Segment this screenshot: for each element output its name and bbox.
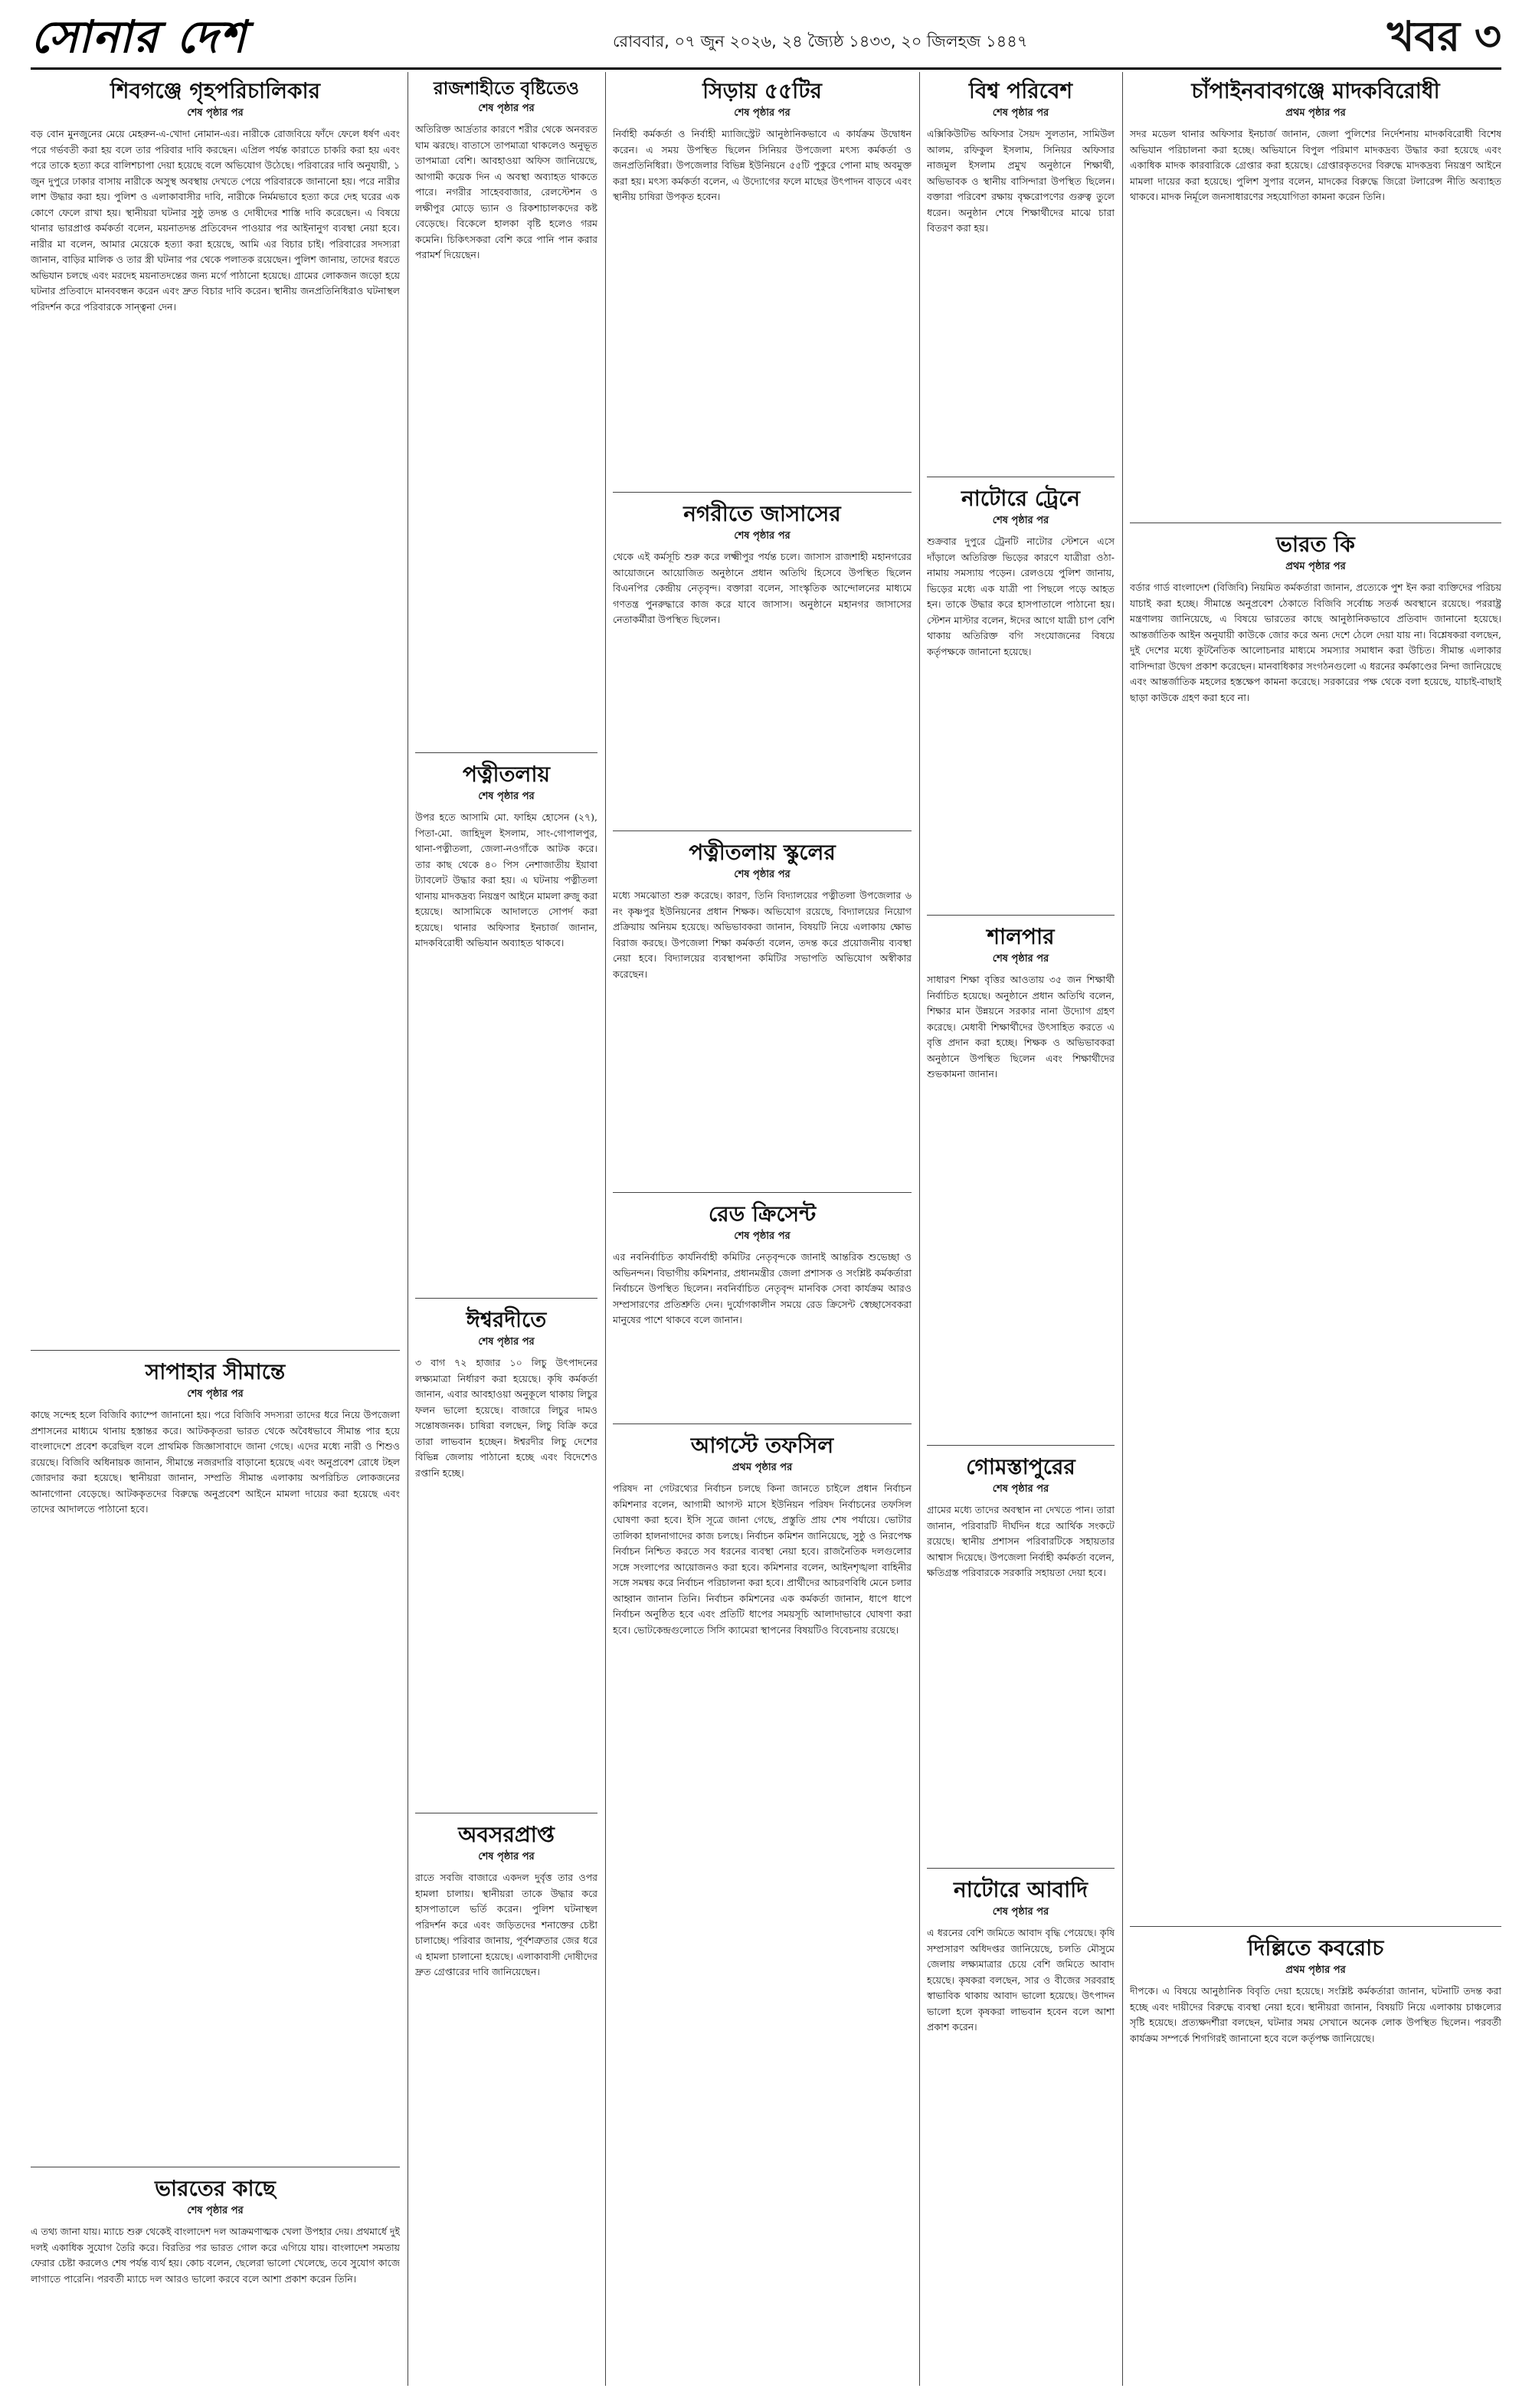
continued-label: শেষ পৃষ্ঠার পর	[992, 515, 1049, 526]
headline: দিল্লিতে কবরোচ	[1247, 1935, 1384, 1961]
headline: পত্নীতলায়	[462, 762, 551, 787]
column-divider	[1122, 72, 1123, 2386]
story-red-crescent	[613, 1197, 912, 1419]
headline: ঈশ্বরদীতে	[466, 1307, 547, 1332]
continued-label: প্রথম পৃষ্ঠার পর	[1285, 561, 1346, 572]
headline: নাটোরে ট্রেনে	[961, 486, 1081, 511]
story-gomostapur	[927, 1450, 1115, 1863]
story-body: রাতে সবজি বাজারে একদল দুর্বৃত্ত তার ওপর হামলা চালায়। স্থানীয়রা তাকে উদ্ধার করে হাসপাতালে ভর্তি করেন। পুলিশ ঘটনাস্থল পরিদর্শন করে এবং জড়িতদের শনাক্তের চেষ্টা চালাচ্ছে। পরিবার জানায়, পূর্বশত্রুতার জের ধরে এ হামলা চালানো হয়েছে। এলাকাবাসী দোষীদের দ্রুত গ্রেপ্তারের দাবি জানিয়েছেন।	[415, 1872, 597, 1977]
headline: চাঁপাইনবাবগঞ্জে মাদকবিরোধী	[1191, 78, 1440, 103]
story-patnitala	[415, 757, 597, 1293]
continued-label: শেষ পৃষ্ঠার পর	[992, 107, 1049, 119]
headline: ভারতের কাছে	[155, 2176, 276, 2201]
continued-label: শেষ পৃষ্ঠার পর	[992, 953, 1049, 965]
continued-label: শেষ পৃষ্ঠার পর	[478, 1851, 535, 1863]
story-body: শুক্রবার দুপুরে ট্রেনটি নাটোর স্টেশনে এসে দাঁড়ালে অতিরিক্ত ভিড়ের কারণে যাত্রীরা ওঠা-নামায় সমস্যায় পড়েন। রেলওয়ে পুলিশ জানায়, ভিড়ের মধ্যে এক যাত্রী পা পিছলে পড়ে আহত হন। তাকে উদ্ধার করে হাসপাতালে পাঠানো হয়। স্টেশন মাস্টার বলেন, ঈদের আগে যাত্রী চাপ বেশি থাকায় অতিরিক্ত বগি সংযোজনের বিষয়ে কর্তৃপক্ষকে জানানো হয়েছে।	[927, 536, 1115, 657]
story-divider	[927, 1868, 1115, 1869]
continued-label: শেষ পৃষ্ঠার পর	[187, 107, 244, 119]
story-patnitala-school	[613, 835, 912, 1188]
story-body: গ্রামের মধ্যে তাদের অবস্থান না দেখতে পান। তারা জানান, পরিবারটি দীর্ঘদিন ধরে আর্থিক সংকটে রয়েছে। স্থানীয় প্রশাসন পরিবারটিকে সহায়তার আশ্বাস দিয়েছে। উপজেলা নির্বাহী কর্মকর্তা বলেন, ক্ষতিগ্রস্ত পরিবারকে সরকারি সহায়তা দেয়া হবে।	[927, 1504, 1115, 1578]
story-natore-abadi	[927, 1872, 1115, 2401]
newspaper-logo: সোনার দেশ	[31, 11, 247, 63]
continued-label: শেষ পৃষ্ঠার পর	[187, 1388, 244, 1400]
continued-label: প্রথম পৃষ্ঠার পর	[1285, 107, 1346, 119]
story-chapainawabganj	[1130, 74, 1501, 518]
story-divider	[613, 1192, 912, 1193]
continued-label: শেষ পৃষ্ঠার পর	[187, 2205, 244, 2216]
story-divider	[415, 1298, 597, 1299]
continued-label: শেষ পৃষ্ঠার পর	[478, 103, 535, 114]
continued-label: শেষ পৃষ্ঠার পর	[478, 791, 535, 802]
story-bharoter-kache	[31, 2171, 400, 2401]
headline: শিবগঞ্জে গৃহপরিচালিকার	[110, 78, 321, 103]
story-body: বড় বোন মুনজুনের মেয়ে মেহরুন-এ-খোদা নোমান-এর। নারীকে রোজবিয়ে ফাঁদে ফেলে ধর্ষণ এবং পরে গর্ভবতী করা হয় বলে তার পরিবার দাবি করছেন। এপ্রিল পর্যন্ত কারাতে চাকরি করা হয় এবং পরে তাকে হত্যা করে বালিশচাপা দেয়া হয়েছে বলে অভিযোগ উঠেছে। পরিবারের দাবি অনুযায়ী, ১ জুন দুপুরে ঢাকার বাসায় নারীকে অসুস্থ অবস্থায় দেখতে পেয়ে পরিবারকে জানানো হয়। পরে নারীর লাশ উদ্ধার করা হয়। পুলিশ ও এলাকাবাসীর দাবি, নারীকে নির্মমভাবে হত্যা করে দেহ ঘরের এক কোণে ফেলে রাখা হয়। স্থানীয়রা ঘটনার সুষ্ঠু তদন্ত ও দোষীদের শাস্তি দাবি করেছেন। এ বিষয়ে থানার ভারপ্রাপ্ত কর্মকর্তা বলেন, ময়নাতদন্ত প্রতিবেদন পাওয়ার পর আইনানুগ ব্যবস্থা নেয়া হবে। নারীর মা বলেন, আমার মেয়েকে হত্যা করা হয়েছে, আমি এর বিচার চাই। পরিবারের সদস্যরা জানান, বাড়ির মালিক ও তার স্ত্রী ঘটনার পর থেকে পলাতক রয়েছেন। পুলিশ জানায়, তাদের ধরতে অভিযান চলছে এবং মরদেহ ময়নাতদন্তের জন্য মর্গে পাঠানো হয়েছে। গ্রামের লোকজন জড়ো হয়ে ঘটনার প্রতিবাদে মানববন্ধন করেন এবং দ্রুত বিচার দাবি করেন। স্থানীয় জনপ্রতিনিধিরাও ঘটনাস্থল পরিদর্শন করে পরিবারকে সান্ত্বনা দেন।	[31, 128, 400, 313]
story-ishwardi	[415, 1302, 597, 1808]
story-body: অতিরিক্ত আর্দ্রতার কারণে শরীর থেকে অনবরত ঘাম ঝরছে। বাতাসে তাপমাত্রা থাকলেও অনুভূত তাপমাত্রা বেশি। আবহাওয়া অফিস জানিয়েছে, আগামী কয়েক দিন এ অবস্থা অব্যাহত থাকতে পারে। নগরীর সাহেববাজার, রেলস্টেশন ও লক্ষীপুর মোড়ে ভ্যান ও রিকশাচালকদের কষ্ট বেড়েছে। বিকেলে হালকা বৃষ্টি হলেও গরম কমেনি। চিকিৎসকরা বেশি করে পানি পান করার পরামর্শ দিয়েছেন।	[415, 123, 597, 260]
story-body: এক্সিকিউটিভ অফিসার সৈয়দ সুলতান, সামিউল আলম, রফিকুল ইসলাম, সিনিয়র অফিসার নাজমুল ইসলাম প্রমুখ অনুষ্ঠানে শিক্ষার্থী, অভিভাবক ও স্থানীয় বাসিন্দারা উপস্থিত ছিলেন। বক্তারা পরিবেশ রক্ষায় বৃক্ষরোপণের গুরুত্ব তুলে ধরেন। অনুষ্ঠান শেষে শিক্ষার্থীদের মাঝে চারা বিতরণ করা হয়।	[927, 128, 1115, 234]
story-body: দীপকে। এ বিষয়ে আনুষ্ঠানিক বিবৃতি দেয়া হয়েছে। সংশ্লিষ্ট কর্মকর্তারা জানান, ঘটনাটি তদন্ত করা হচ্ছে এবং দায়ীদের বিরুদ্ধে ব্যবস্থা নেয়া হবে। স্থানীয়রা জানান, বিষয়টি নিয়ে এলাকায় চাঞ্চল্যের সৃষ্টি হয়েছে। প্রত্যক্ষদর্শীরা বলছেন, ঘটনার সময় সেখানে অনেক লোক উপস্থিত ছিলেন। পরবর্তী কার্যক্রম সম্পর্কে শিগগিরই জানানো হবে বলে কর্তৃপক্ষ জানিয়েছে।	[1130, 1985, 1501, 2044]
story-body: বর্ডার গার্ড বাংলাদেশ (বিজিবি) নিয়মিত কর্মকর্তারা জানান, প্রত্যেকে পুশ ইন করা ব্যক্তিদের পরিচয় যাচাই করা হচ্ছে। সীমান্তে অনুপ্রবেশ ঠেকাতে বিজিবি সর্বোচ্চ সতর্ক অবস্থানে রয়েছে। পররাষ্ট্র মন্ত্রণালয় জানিয়েছে, এ বিষয়ে ভারতের কাছে আনুষ্ঠানিকভাবে প্রতিবাদ জানানো হয়েছে। আন্তর্জাতিক আইন অনুযায়ী কাউকে জোর করে অন্য দেশে ঠেলে দেয়া যায় না। বিশ্লেষকরা বলছেন, দুই দেশের মধ্যে কূটনৈতিক আলোচনার মাধ্যমে সমস্যার সমাধান করা উচিত। সীমান্ত এলাকার বাসিন্দারা উদ্বেগ প্রকাশ করেছেন। মানবাধিকার সংগঠনগুলো এ ধরনের কর্মকাণ্ডের নিন্দা জানিয়েছে এবং আন্তর্জাতিক মহলের হস্তক্ষেপ কামনা করেছে। সরকারের পক্ষ থেকে বলা হয়েছে, যাচাই-বাছাই ছাড়া কাউকে গ্রহণ করা হবে না।	[1130, 582, 1501, 703]
story-body: থেকে এই কর্মসূচি শুরু করে লক্ষ্মীপুর পর্যন্ত চলে। জাসাস রাজশাহী মহানগরের আয়োজনে আয়োজিত অনুষ্ঠানে প্রধান অতিথি হিসেবে উপস্থিত ছিলেন বিএনপির কেন্দ্রীয় নেতৃবৃন্দ। বক্তারা বলেন, সাংস্কৃতিক আন্দোলনের মাধ্যমে গণতন্ত্র পুনরুদ্ধারে কাজ করে যাবে জাসাস। অনুষ্ঠানে মহানগর জাসাসের নেতাকর্মীরা উপস্থিত ছিলেন।	[613, 551, 912, 625]
headline: বিশ্ব পরিবেশ	[968, 78, 1073, 103]
masthead-rule	[31, 67, 1501, 70]
headline: নাটোরে আবাদি	[954, 1877, 1088, 1902]
headline: গোমস্তাপুরের	[966, 1454, 1075, 1479]
story-sapahar	[31, 1355, 400, 2163]
continued-label: প্রথম পৃষ্ঠার পর	[732, 1462, 793, 1473]
story-divider	[927, 1445, 1115, 1446]
column-divider	[919, 72, 920, 2386]
story-body: মধ্যে সমঝোতা শুরু করেছে। কারণ, তিনি বিদ্যালয়ের পত্নীতলা উপজেলার ৬ নং কৃষ্ণপুর ইউনিয়নের প্রধান শিক্ষক। অভিযোগ রয়েছে, বিদ্যালয়ের নিয়োগ প্রক্রিয়ায় অনিয়ম হয়েছে। অভিভাবকরা জানান, বিষয়টি নিয়ে এলাকায় ক্ষোভ বিরাজ করছে। উপজেলা শিক্ষা কর্মকর্তা বলেন, তদন্ত করে প্রয়োজনীয় ব্যবস্থা নেয়া হবে। বিদ্যালয়ের ব্যবস্থাপনা কমিটির সভাপতি অভিযোগ অস্বীকার করেছেন।	[613, 889, 912, 980]
story-divider	[613, 492, 912, 493]
headline: রাজশাহীতে বৃষ্টিতেও	[434, 79, 579, 99]
story-body: সদর মডেল থানার অফিসার ইনচার্জ জানান, জেলা পুলিশের নির্দেশনায় মাদকবিরোধী বিশেষ অভিযান পরিচালনা করা হচ্ছে। অভিযানে বিপুল পরিমাণ মাদকদ্রব্য উদ্ধার করা হয়েছে এবং একাধিক মাদক কারবারিকে গ্রেপ্তার করা হয়েছে। গ্রেপ্তারকৃতদের বিরুদ্ধে মাদকদ্রব্য নিয়ন্ত্রণ আইনে মামলা দায়ের করা হয়েছে। পুলিশ সুপার বলেন, মাদকের বিরুদ্ধে জিরো টলারেন্স নীতি অব্যাহত থাকবে। মাদক নির্মূলে জনসাধারণের সহযোগিতা কামনা করেন তিনি।	[1130, 128, 1501, 202]
story-delhi	[1130, 1931, 1501, 2400]
story-sirajganj	[613, 74, 912, 487]
headline: সাপাহার সীমান্তে	[145, 1359, 286, 1384]
column-divider	[605, 72, 606, 2386]
headline: অবসরপ্রাপ্ত	[458, 1822, 555, 1847]
story-obosorprapto	[415, 1817, 597, 2400]
story-natore-train	[927, 481, 1115, 910]
story-body: পরিষদ না গেটরথ্যের নির্বাচন চলছে কিনা জানতে চাইলে প্রধান নির্বাচন কমিশনার বলেন, আগামী আগস্ট মাসে ইউনিয়ন পরিষদ নির্বাচনের তফসিল ঘোষণা করা হবে। ইসি সূত্রে জানা গেছে, প্রস্তুতি প্রায় শেষ পর্যায়ে। ভোটার তালিকা হালনাগাদের কাজ চলছে। নির্বাচন কমিশন জানিয়েছে, সুষ্ঠু ও নিরপেক্ষ নির্বাচন নিশ্চিত করতে সব ধরনের ব্যবস্থা নেয়া হবে। রাজনৈতিক দলগুলোর সঙ্গে সংলাপের আয়োজনও করা হবে। কমিশনার বলেন, আইনশৃঙ্খলা বাহিনীর সঙ্গে সমন্বয় করে নির্বাচন পরিচালনা করা হবে। প্রার্থীদের আচরণবিধি মেনে চলার আহ্বান জানান তিনি। নির্বাচন কমিশনের এক কর্মকর্তা জানান, ধাপে ধাপে নির্বাচন অনুষ্ঠিত হবে এবং প্রতিটি ধাপের সময়সূচি আলাদাভাবে ঘোষণা করা হবে। ভোটকেন্দ্রগুলোতে সিসি ক্যামেরা স্থাপনের বিষয়টিও বিবেচনায় রয়েছে।	[613, 1482, 912, 1636]
story-body: উপর হতে আসামি মো. ফাহিম হোসেন (২৭), পিতা-মো. জাহিদুল ইসলাম, সাং-গোপালপুর, থানা-পত্নীতলা, জেলা-নওগাঁকে আটক করে। তার কাছ থেকে ৪০ পিস নেশাজাতীয় ইয়াবা ট্যাবলেট উদ্ধার করা হয়। এ ঘটনায় পত্নীতলা থানায় মাদকদ্রব্য নিয়ন্ত্রণ আইনে মামলা রুজু করা হয়েছে। আসামিকে আদালতে সোপর্দ করা হয়েছে। থানার অফিসার ইনচার্জ জানান, মাদকবিরোধী অভিযান অব্যাহত থাকবে।	[415, 811, 597, 948]
continued-label: শেষ পৃষ্ঠার পর	[734, 869, 791, 880]
story-body: এ ধরনের বেশি জমিতে আবাদ বৃদ্ধি পেয়েছে। কৃষি সম্প্রসারণ অধিদপ্তর জানিয়েছে, চলতি মৌসুমে জেলায় লক্ষ্যমাত্রার চেয়ে বেশি জমিতে আবাদ হয়েছে। কৃষকরা বলছেন, সার ও বীজের সরবরাহ স্বাভাবিক থাকায় আবাদ ভালো হয়েছে। উৎপাদন ভালো হলে কৃষকরা লাভবান হবেন বলে আশা প্রকাশ করেন।	[927, 1927, 1115, 2033]
story-divider	[415, 752, 597, 753]
continued-label: প্রথম পৃষ্ঠার পর	[1285, 1964, 1346, 1976]
headline: সিড়ায় ৫৫টির	[702, 78, 822, 103]
headline: শালপার	[987, 924, 1055, 949]
story-body: এ তথ্য জানা যায়। ম্যাচে শুরু থেকেই বাংলাদেশ দল আক্রমণাত্মক খেলা উপহার দেয়। প্রথমার্ধে দুই দলই একাধিক সুযোগ তৈরি করে। বিরতির পর ভারত গোল করে এগিয়ে যায়। বাংলাদেশ সমতায় ফেরার চেষ্টা করলেও শেষ পর্যন্ত ব্যর্থ হয়। কোচ বলেন, ছেলেরা ভালো খেলেছে, তবে সুযোগ কাজে লাগাতে পারেনি। পরবর্তী ম্যাচে দল আরও ভালো করবে বলে আশা প্রকাশ করেন তিনি।	[31, 2226, 400, 2285]
story-divider	[927, 915, 1115, 916]
story-body: কাছে সন্দেহ হলে বিজিবি ক্যাম্পে জানানো হয়। পরে বিজিবি সদস্যরা তাদের ধরে নিয়ে উপজেলা প্রশাসনের মাধ্যমে থানায় হস্তান্তর করে। আটককৃতরা ভারত থেকে অবৈধভাবে সীমান্ত পার হয়ে বাংলাদেশে প্রবেশ করেছিল বলে প্রাথমিক জিজ্ঞাসাবাদে জানা গেছে। এদের মধ্যে নারী ও শিশুও রয়েছে। বিজিবি অধিনায়ক জানান, সীমান্তে নজরদারি বাড়ানো হয়েছে এবং অনুপ্রবেশ রোধে টহল জোরদার করা হয়েছে। স্থানীয়রা জানান, সম্প্রতি সীমান্ত এলাকায় অপরিচিত লোকজনের আনাগোনা বেড়েছে। আটককৃতদের বিরুদ্ধে অনুপ্রবেশ আইনে মামলা দায়ের করা হয়েছে এবং তাদের আদালতে পাঠানো হবে।	[31, 1409, 400, 1515]
continued-label: শেষ পৃষ্ঠার পর	[992, 1906, 1049, 1918]
story-environment	[927, 74, 1115, 472]
story-shalpar	[927, 919, 1115, 1440]
continued-label: শেষ পৃষ্ঠার পর	[734, 530, 791, 542]
section-label: খবর ৩	[1386, 12, 1501, 61]
story-body: এর নবনির্বাচিত কার্যনির্বাহী কমিটির নেতৃবৃন্দকে জানাই আন্তরিক শুভেচ্ছা ও অভিনন্দন। বিভাগীয় কমিশনার, প্রধানমন্ত্রীর জেলা প্রশাসক ও সংশ্লিষ্ট কর্মকর্তারা নির্বাচনে উপস্থিত ছিলেন। নবনির্বাচিত নেতৃবৃন্দ মানবিক সেবা কার্যক্রম আরও সম্প্রসারণের প্রতিশ্রুতি দেন। দুর্যোগকালীন সময়ে রেড ক্রিসেন্ট স্বেচ্ছাসেবকরা মানুষের পাশে থাকবে বলে জানান।	[613, 1251, 912, 1325]
story-jasas	[613, 496, 912, 826]
continued-label: শেষ পৃষ্ঠার পর	[734, 107, 791, 119]
headline: আগস্টে তফসিল	[690, 1433, 834, 1458]
continued-label: শেষ পৃষ্ঠার পর	[992, 1483, 1049, 1495]
story-rajshahi-rain	[415, 74, 597, 748]
headline: নগরীতে জাসাসের	[683, 501, 841, 526]
story-body: ৩ বাগ ৭২ হাজার ১০ লিচু উৎপাদনের লক্ষ্যমাত্রা নির্ধারণ করা হয়েছে। কৃষি কর্মকর্তা জানান, এবার আবহাওয়া অনুকূলে থাকায় লিচুর ফলন ভালো হয়েছে। বাজারে লিচুর দামও সন্তোষজনক। চাষিরা বলছেন, লিচু বিক্রি করে তারা লাভবান হচ্ছেন। ঈশ্বরদীর লিচু দেশের বিভিন্ন জেলায় পাঠানো হচ্ছে এবং বিদেশেও রপ্তানি হচ্ছে।	[415, 1357, 597, 1479]
headline: ভারত কি	[1276, 532, 1355, 557]
story-bharot-ki	[1130, 527, 1501, 1921]
story-body: নির্বাহী কর্মকর্তা ও নির্বাহী ম্যাজিস্ট্রেট আনুষ্ঠানিকভাবে এ কার্যক্রম উদ্বোধন করেন। এ সময় উপস্থিত ছিলেন সিনিয়র উপজেলা মৎস্য কর্মকর্তা ও জনপ্রতিনিধিরা। উপজেলার বিভিন্ন ইউনিয়নে ৫৫টি পুকুরে পোনা মাছ অবমুক্ত করা হয়। মৎস্য কর্মকর্তা বলেন, এ উদ্যোগের ফলে মাছের উৎপাদন বাড়বে এবং স্থানীয় চাষিরা উপকৃত হবেন।	[613, 128, 912, 202]
story-divider	[31, 1350, 400, 1351]
story-shibganj	[31, 74, 400, 1345]
story-divider	[1130, 1926, 1501, 1927]
masthead	[31, 9, 1501, 64]
dateline: রোববার, ০৭ জুন ২০২৬, ২৪ জ্যৈষ্ঠ ১৪৩৩, ২০ জিলহজ ১৪৪৭	[613, 32, 1028, 51]
continued-label: শেষ পৃষ্ঠার পর	[478, 1336, 535, 1348]
continued-label: শেষ পৃষ্ঠার পর	[734, 1230, 791, 1242]
headline: পত্নীতলায় স্কুলের	[689, 840, 836, 865]
story-august-schedule	[613, 1428, 912, 2400]
headline: রেড ক্রিসেন্ট	[708, 1201, 817, 1227]
story-body: সাধারণ শিক্ষা বৃত্তির আওতায় ৩৫ জন শিক্ষার্থী নির্বাচিত হয়েছে। অনুষ্ঠানে প্রধান অতিথি বলেন, শিক্ষার মান উন্নয়নে সরকার নানা উদ্যোগ গ্রহণ করেছে। মেধাবী শিক্ষার্থীদের উৎসাহিত করতে এ বৃত্তি প্রদান করা হচ্ছে। শিক্ষক ও অভিভাবকরা অনুষ্ঠানে উপস্থিত ছিলেন এবং শিক্ষার্থীদের শুভকামনা জানান।	[927, 974, 1115, 1080]
